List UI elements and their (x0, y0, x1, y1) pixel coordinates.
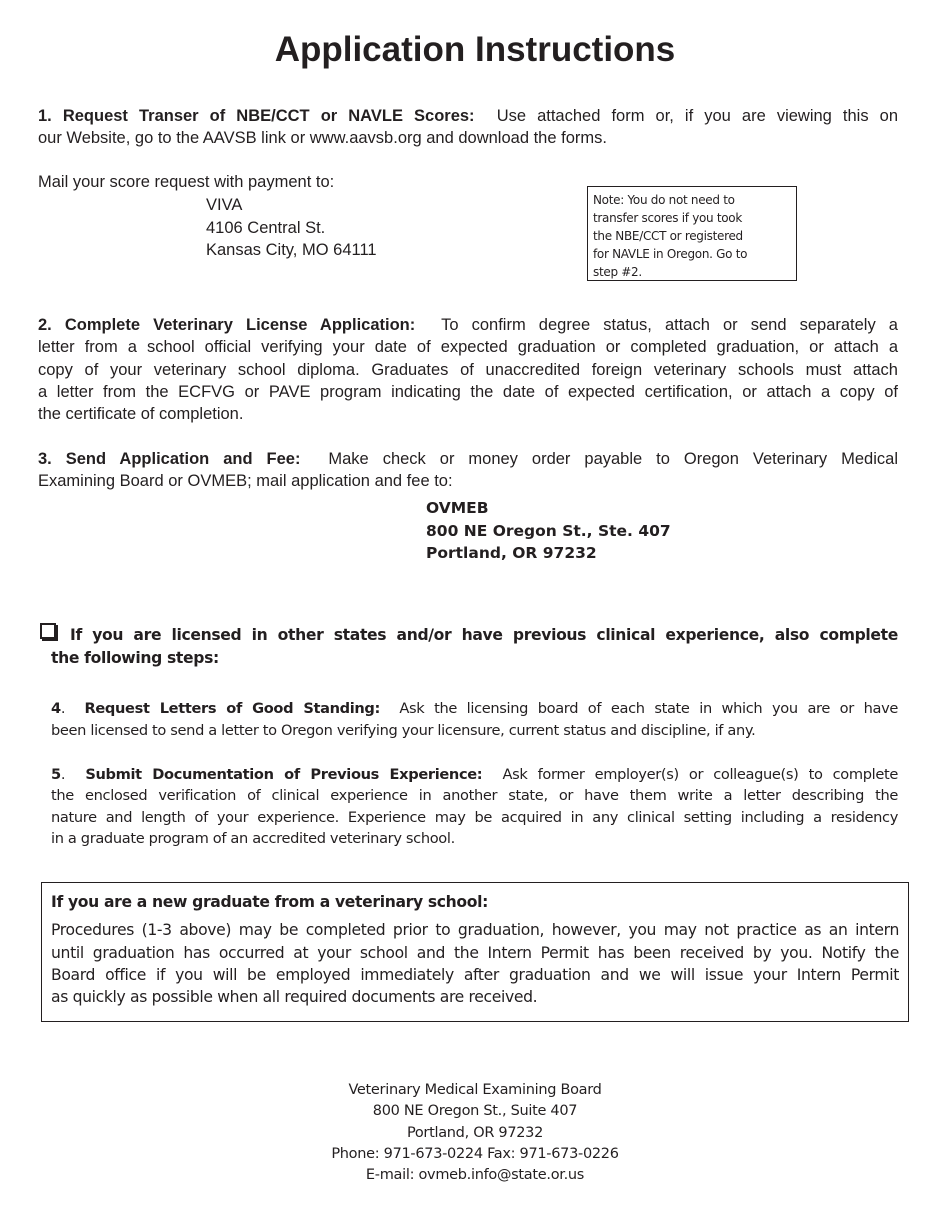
note-box (587, 186, 797, 281)
note-line: Note: You do not need to (593, 193, 735, 207)
checkbox-icon[interactable] (40, 623, 56, 639)
step-2-text: the certificate of completion. (38, 405, 244, 424)
step-5-heading: Submit Documentation of Previous Experience: (85, 766, 483, 783)
step-4-text: been licensed to send a letter to Oregon verifying your licensure, current status and discipline, if any. (51, 722, 756, 739)
new-graduate-text: as quickly as possible when all required documents are received. (51, 988, 538, 1007)
section-heading: If you are licensed in other states and/or have previous clinical experience, also complete (70, 626, 898, 644)
address-line: 4106 Central St. (206, 218, 326, 237)
new-graduate-text: Board office if you will be employed immediately after graduation and we will issue your Intern Permit (51, 965, 899, 984)
footer-email: E-mail: ovmeb.info@state.or.us (365, 1167, 585, 1184)
step-2-text: letter from a school official verifying your date of expected graduation or completed graduation, or attach a (38, 338, 898, 357)
footer-line: Veterinary Medical Examining Board (348, 1082, 602, 1098)
step-1-text: Use attached form or, if you are viewing this on (496, 107, 898, 125)
step-2-heading: 2. Complete Veterinary License Application: (38, 316, 416, 334)
step-5-text: nature and length of your experience. Experience may be acquired in any clinical setting including a residency (51, 808, 898, 826)
step-2-text: copy of your veterinary school diploma. Graduates of unaccredited foreign veterinary schools must attach (38, 360, 898, 379)
step-5-text: Ask former employer(s) or colleague(s) to complete (502, 766, 899, 783)
mail-label: Mail your score request with payment to: (38, 173, 335, 191)
address-line: VIVA (206, 196, 243, 214)
step-5-text: the enclosed verification of clinical experience in another state, or have them write a letter describing the (51, 787, 898, 805)
footer-line: Portland, OR 97232 (406, 1124, 544, 1141)
footer-line: 800 NE Oregon St., Suite 407 (372, 1103, 578, 1120)
step-number: 4 (51, 700, 61, 717)
note-line: for NAVLE in Oregon. Go to (593, 247, 748, 261)
new-graduate-text: Procedures (1-3 above) may be completed prior to graduation, however, you may not practice as an intern (51, 921, 899, 940)
note-line: the NBE/CCT or registered (593, 229, 743, 243)
step-1-heading: 1. Request Transer of NBE/CCT or NAVLE Scores: (38, 107, 475, 125)
address-line: Portland, OR 97232 (426, 544, 597, 562)
note-line: transfer scores if you took (593, 211, 742, 225)
new-graduate-box (41, 882, 909, 1022)
footer-contact (0, 1080, 950, 1186)
step-4-text: Ask the licensing board of each state in which you are or have (399, 700, 898, 717)
address-line: Kansas City, MO 64111 (206, 241, 377, 259)
step-4-heading: Request Letters of Good Standing: (84, 700, 381, 717)
step-3-heading: 3. Send Application and Fee: (38, 450, 301, 468)
licensed-elsewhere-section (40, 623, 898, 669)
step-2-text: a letter from the ECFVG or PAVE program indicating the date of expected certification, or attach a copy of (38, 382, 898, 401)
step-3-text: Examining Board or OVMEB; mail application and fee to: (38, 472, 453, 490)
step-3 (38, 448, 898, 492)
section-heading: the following steps: (51, 648, 219, 667)
new-graduate-text: until graduation has occurred at your school and the Intern Permit has been received by you. Notify the (51, 943, 899, 962)
step-5-text: in a graduate program of an accredited veterinary school. (51, 829, 455, 847)
ovmeb-address (426, 497, 671, 565)
step-5: 5. Submit Documentation of Previous Experience: Ask former employer(s) or colleague(s) to complete the enclosed verification of clinical experience in another state, or have them write a letter describing the nature and length of your experience. Experience may be acquired in any clinical setting including a residency in a graduate program of an accredited veterinary school. (51, 764, 898, 849)
address-line: OVMEB (426, 499, 489, 517)
footer-line: Phone: 971-673-0224 Fax: 971-673-0226 (331, 1145, 619, 1162)
step-1 (38, 105, 898, 149)
step-1-text: our Website, go to the AAVSB link or www.aavsb.org and download the forms. (38, 129, 607, 147)
step-3-text: Make check or money order payable to Oregon Veterinary Medical (328, 450, 898, 468)
step-2 (38, 314, 898, 425)
step-2-text: To confirm degree status, attach or send separately a (441, 316, 898, 334)
note-line: step #2. (593, 265, 642, 279)
new-graduate-heading: If you are a new graduate from a veterinary school: (51, 893, 489, 911)
page-title: Application Instructions (274, 30, 676, 69)
step-number: 5 (51, 766, 61, 783)
address-line: 800 NE Oregon St., Ste. 407 (426, 521, 671, 540)
viva-address (206, 194, 377, 262)
step-4: 4. Request Letters of Good Standing: Ask the licensing board of each state in which you are or have been licensed to send a letter to Oregon verifying your licensure, current status and discipline, if any. (51, 698, 898, 742)
